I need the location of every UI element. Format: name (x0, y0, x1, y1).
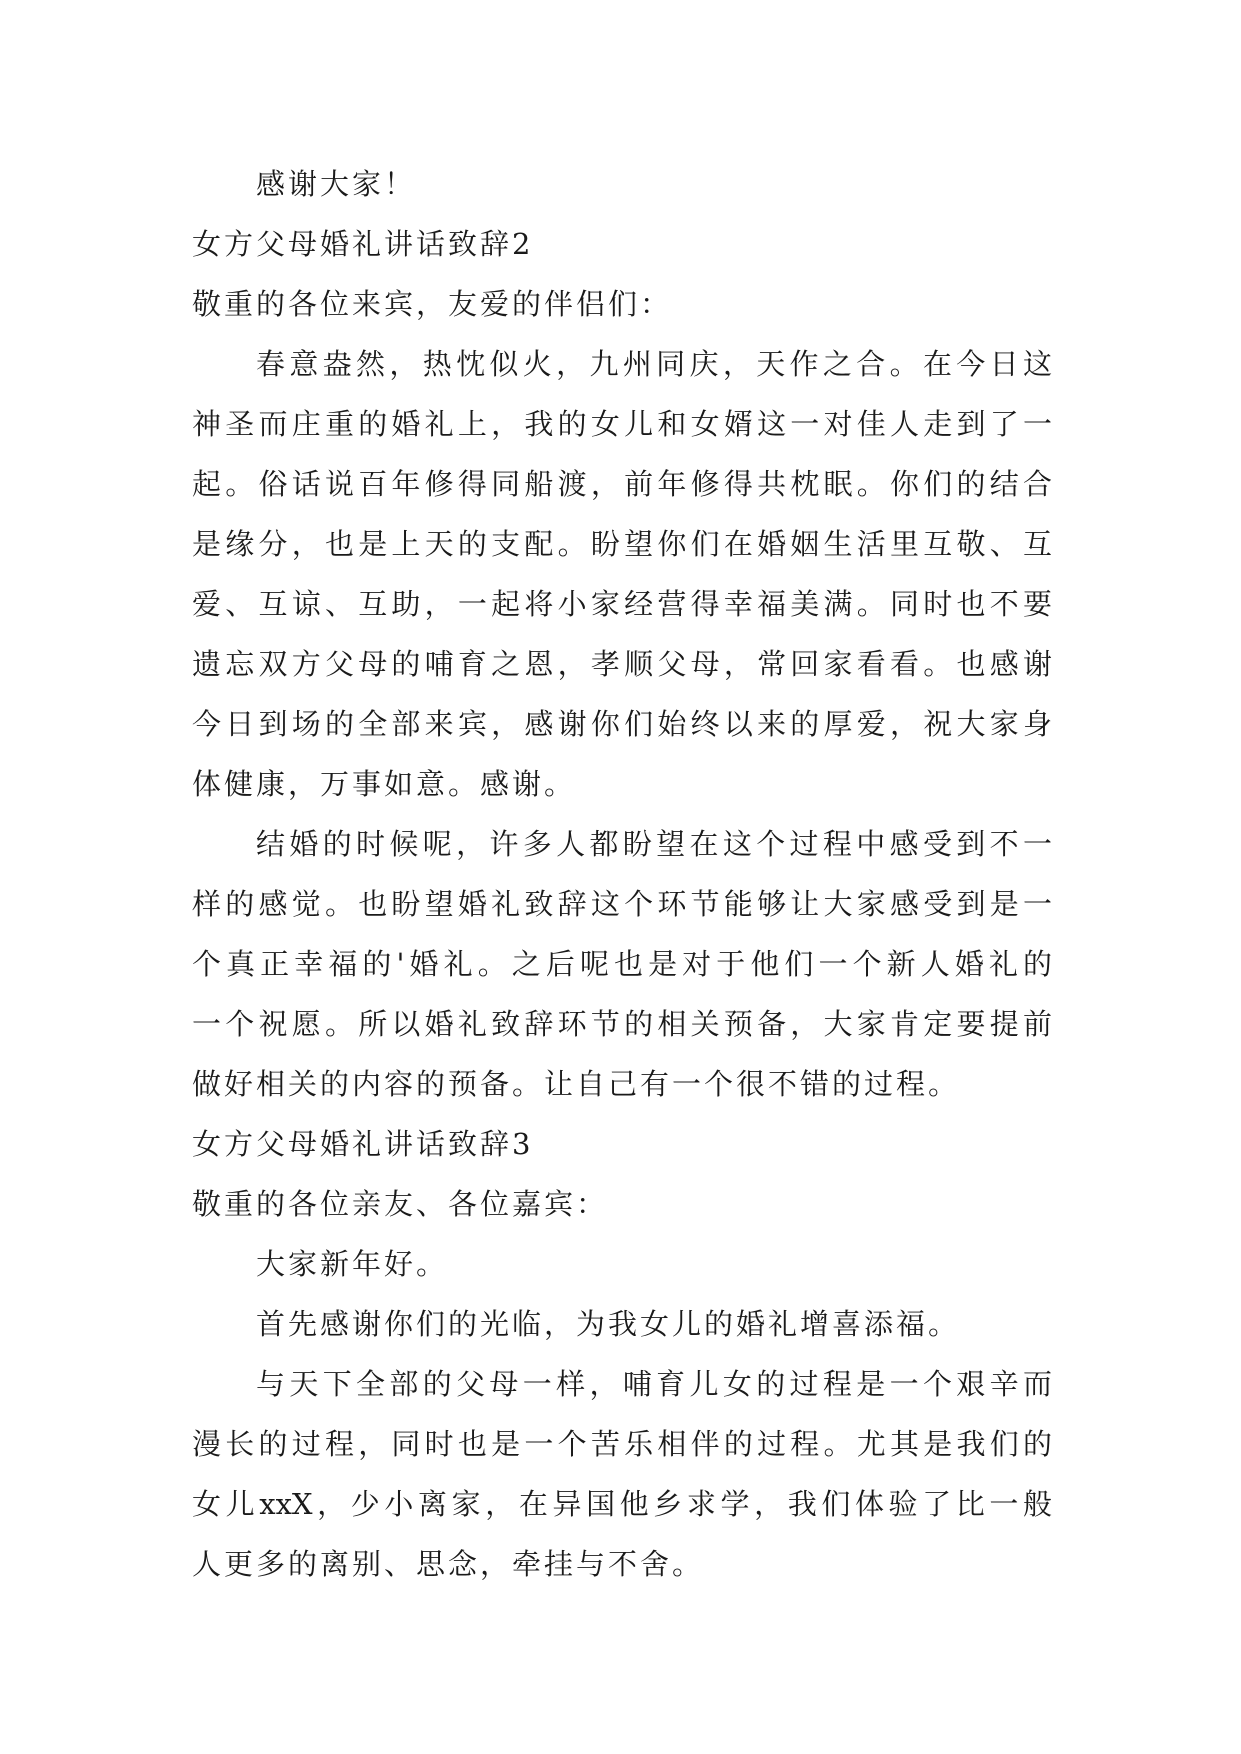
paragraph-line: 个真正幸福的'婚礼。之后呢也是对于他们一个新人婚礼的 (192, 947, 1052, 981)
paragraph-line: 样的感觉。也盼望婚礼致辞这个环节能够让大家感受到是一 (192, 887, 1052, 921)
paragraph-line: 体健康，万事如意。感谢。 (192, 767, 577, 801)
paragraph-line: 起。俗话说百年修得同船渡，前年修得共枕眠。你们的结合 (192, 467, 1052, 501)
paragraph-line: 漫长的过程，同时也是一个苦乐相伴的过程。尤其是我们的 (192, 1427, 1052, 1461)
section-heading-2: 女方父母婚礼讲话致辞2 (192, 227, 534, 261)
paragraph-line: 做好相关的内容的预备。让自己有一个很不错的过程。 (192, 1067, 961, 1101)
section-heading-3: 女方父母婚礼讲话致辞3 (192, 1127, 534, 1161)
paragraph-line: 遗忘双方父母的哺育之恩，孝顺父母，常回家看看。也感谢 (192, 647, 1052, 681)
paragraph-line: 是缘分，也是上天的支配。盼望你们在婚姻生活里互敬、互 (192, 527, 1052, 561)
paragraph-line: 神圣而庄重的婚礼上，我的女儿和女婿这一对佳人走到了一 (192, 407, 1052, 441)
salutation-3: 敬重的各位亲友、各位嘉宾： (192, 1187, 609, 1221)
greeting-line: 大家新年好。 (256, 1247, 449, 1281)
paragraph-line: 爱、互谅、互助，一起将小家经营得幸福美满。同时也不要 (192, 587, 1052, 621)
paragraph-line: 与天下全部的父母一样，哺育儿女的过程是一个艰辛而 (256, 1367, 1052, 1401)
paragraph-line: 女儿xxX，少小离家，在异国他乡求学，我们体验了比一般 (192, 1487, 1052, 1521)
salutation-2: 敬重的各位来宾，友爱的伴侣们： (192, 287, 673, 321)
paragraph-line: 春意盎然，热忱似火，九州同庆，天作之合。在今日这 (256, 347, 1052, 381)
paragraph-line: 一个祝愿。所以婚礼致辞环节的相关预备，大家肯定要提前 (192, 1007, 1052, 1041)
paragraph-line: 人更多的离别、思念，牵挂与不舍。 (192, 1547, 705, 1581)
paragraph-line: 今日到场的全部来宾，感谢你们始终以来的厚爱，祝大家身 (192, 707, 1052, 741)
paragraph-line: 结婚的时候呢，许多人都盼望在这个过程中感受到不一 (256, 827, 1052, 861)
paragraph-line: 首先感谢你们的光临，为我女儿的婚礼增喜添福。 (256, 1307, 961, 1341)
closing-thanks: 感谢大家！ (256, 167, 417, 201)
